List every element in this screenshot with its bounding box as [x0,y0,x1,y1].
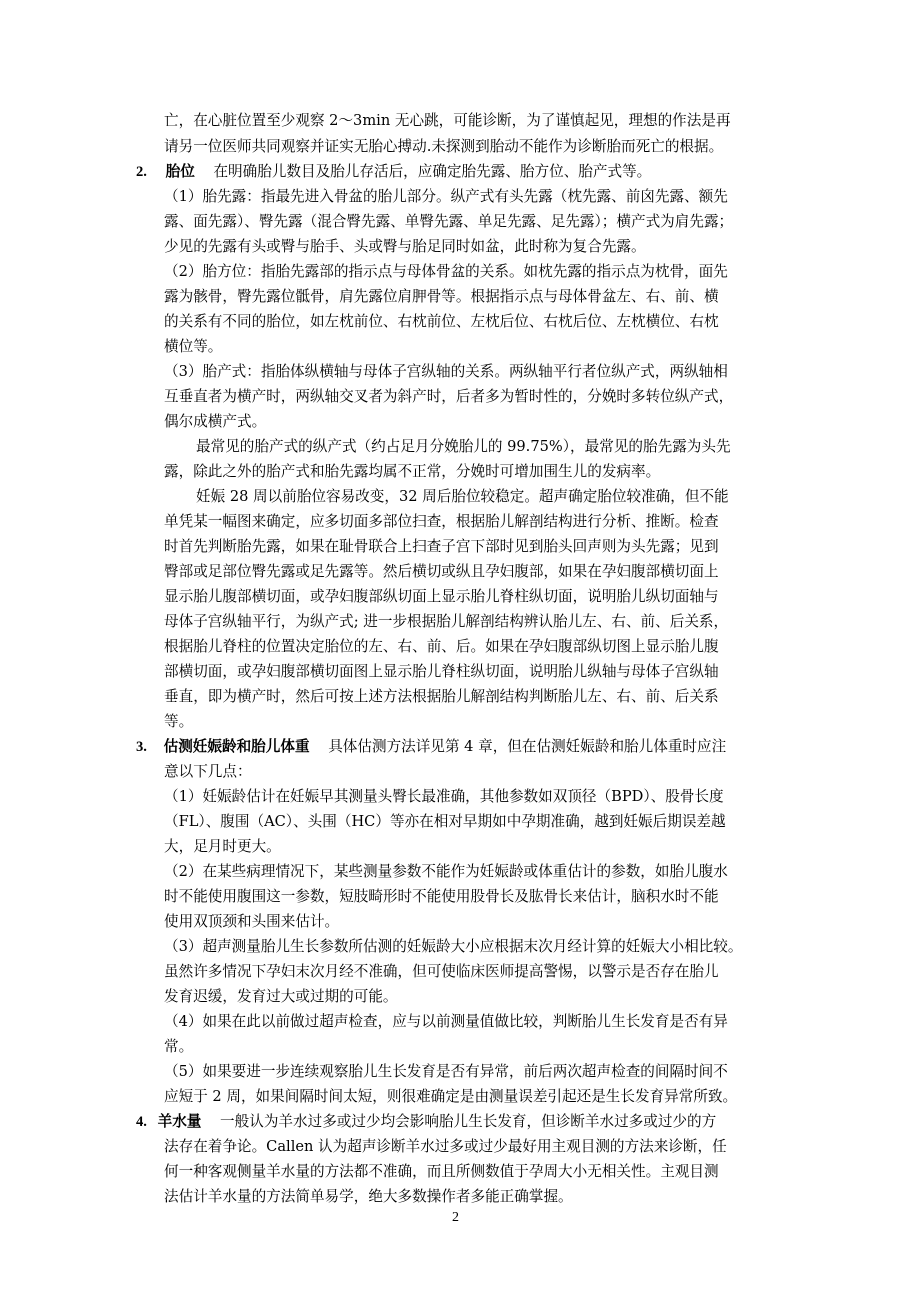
text-line: 请另一位医师共同观察并证实无胎心搏动.未探测到胎动不能作为诊断胎而死亡的根据。 [164,138,724,155]
section-text: 具体估测方法详见第 4 章，但在估测妊娠龄和胎儿体重时应注 [328,738,727,755]
section-number: 4. [136,1114,147,1130]
text-line: 何一种客观侧量羊水量的方法都不准确，而且所侧数值于孕周大小无相关性。主观目测 [164,1163,719,1180]
text-line: （1）妊娠龄估计在妊娠早其测量头臀长最准确，其他参数如双顶径（BPD）、股骨长度 [164,788,724,805]
text-line: 露为骸骨，臀先露位骶骨，肩先露位肩胛骨等。根据指示点与母体骨盆左、右、前、横 [164,288,719,305]
text-line: （3）超声测量胎儿生长参数所估测的妊娠龄大小应根据末次月经计算的妊娠大小相比较。 [164,938,743,955]
text-line: 偶尔成横产式。 [164,413,267,430]
text-line: 时首先判断胎先露，如果在耻骨联合上扫查子宫下部时见到胎头回声则为头先露；见到 [164,538,719,555]
section-heading-line [136,1112,716,1132]
text-line: （5）如果要进一步连续观察胎儿生长发育是否有异常，前后两次超声检查的间隔时间不 [164,1063,728,1080]
text-line: 互垂直者为横产时，两纵轴交叉者为斜产时，后者多为暂时性的，分娩时多转位纵产式， [164,388,734,405]
text-line: 时不能使用腹围这一参数，短肢畸形时不能使用股骨长及肱骨长来估计，脑积水时不能 [164,888,719,905]
text-line: 的关系有不同的胎位，如左枕前位、右枕前位、左枕后位、右枕后位、左枕横位、右枕 [164,313,719,330]
text-line: 发育迟缓，发育过大或过期的可能。 [164,988,398,1005]
text-line: 应短于 2 周，如果间隔时间太短，则很难确定是由测量误差引起还是生长发育异常所致。 [164,1088,738,1105]
section-heading-line [136,737,726,757]
page-number: 2 [452,1210,459,1225]
text-line: 露，除此之外的胎产式和胎先露均属不正常，分娩时可增加围生儿的发病率。 [164,463,661,480]
text-line: 垂直，即为横产时，然后可按上述方法根据胎儿解剖结构判断胎儿左、右、前、后关系 [164,688,719,705]
text-line: （1）胎先露：指最先进入骨盆的胎儿部分。纵产式有头先露（枕先露、前囟先露、额先 [164,188,728,205]
section-number: 3. [136,739,147,755]
section-text: 在明确胎儿数目及胎儿存活后，应确定胎先露、胎方位、胎产式等。 [213,163,652,180]
text-line: 亡，在心脏位置至少观察 2～3min 无心跳，可能诊断，为了谨慎起见，理想的作法是再 [164,112,731,129]
text-line: 露、面先露）、臀先露（混合臀先露、单臀先露、单足先露、足先露）；横产式为肩先露； [164,213,734,230]
section-text: 一般认为羊水过多或过少均会影响胎儿生长发育，但诊断羊水过多或过少的方 [220,1113,717,1130]
text-line: （4）如果在此以前做过超声检查，应与以前测量值做比较，判断胎儿生长发育是否有异 [164,1013,728,1030]
section-title: 羊水量 [157,1113,202,1130]
text-line: 虽然许多情况下孕妇末次月经不准确，但可使临床医师提高警惕，以警示是否存在胎儿 [164,963,719,980]
text-line: 部横切面，或孕妇腹部横切面图上显示胎儿脊柱纵切面，说明胎儿纵轴与母体子宫纵轴 [164,663,719,680]
text-line: 大，足月时更大。 [164,838,281,855]
text-line: （FL）、腹围（AC）、头围（HC）等亦在相对早期如中孕期准确，越到妊娠后期误差越 [164,813,726,830]
text-line: （3）胎产式：指胎体纵横轴与母体子宫纵轴的关系。两纵轴平行者位纵产式，两纵轴相 [164,363,728,380]
text-line: 横位等。 [164,338,223,355]
text-line: 显示胎儿腹部横切面，或孕妇腹部纵切面上显示胎儿脊柱纵切面，说明胎儿纵切面轴与 [164,588,719,605]
text-line: 法估计羊水量的方法简单易学，绝大多数操作者多能正确掌握。 [164,1188,573,1205]
text-line: （2）在某些病理情况下，某些测量参数不能作为妊娠龄或体重估计的参数，如胎儿腹水 [164,863,728,880]
text-line: 母体子宫纵轴平行，为纵产式; 进一步根据胎儿解剖结构辨认胎儿左、右、前、后关系， [164,613,729,630]
section-heading-line [136,162,651,182]
section-number: 2. [136,164,147,180]
text-line: 意以下几点： [164,763,252,780]
text-line: 妊娠 28 周以前胎位容易改变，32 周后胎位较稳定。超声确定胎位较准确，但不能 [196,488,729,505]
text-line: 根据胎儿脊柱的位置决定胎位的左、右、前、后。如果在孕妇腹部纵切图上显示胎儿腹 [164,638,719,655]
section-title: 估测妊娠龄和胎儿体重 [163,738,310,755]
text-line: 常。 [164,1038,194,1055]
text-line: 使用双顶颈和头围来估计。 [164,913,340,930]
text-line: 单凭某一幅图来确定，应多切面多部位扫查，根据胎儿解剖结构进行分析、推断。检查 [164,513,719,530]
text-line: 最常见的胎产式的纵产式（约占足月分娩胎儿的 99.75%），最常见的胎先露为头先 [196,438,731,455]
text-line: 法存在着争论。Callen 认为超声诊断羊水过多或过少最好用主观目测的方法来诊断，任 [164,1138,727,1155]
text-line: （2）胎方位：指胎先露部的指示点与母体骨盆的关系。如枕先露的指示点为枕骨，面先 [164,263,728,280]
text-line: 臀部或足部位臀先露或足先露等。然后横切或纵且孕妇腹部，如果在孕妇腹部横切面上 [164,563,719,580]
section-title: 胎位 [165,163,195,180]
text-line: 等。 [164,713,194,730]
text-line: 少见的先露有头或臀与胎手、头或臀与胎足同时如盆，此时称为复合先露。 [164,238,646,255]
